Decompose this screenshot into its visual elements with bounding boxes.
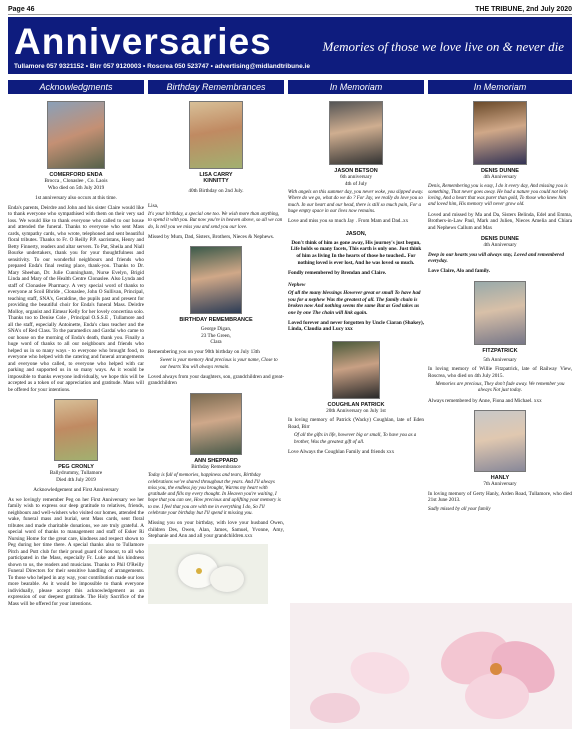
column-header-birthday: Birthday Remembrances <box>148 80 284 94</box>
notice-signature: Love Always the Coughlan Family and friends xxx <box>288 448 395 455</box>
notice-poem: Today is full of memories, happiness and tears, Birthday celebrations we've shared throughout the years. And I'll always miss you, the endless joy you brought, Warms my heart with gratitude and fills my every thought. In Heaven you're waiting, I hope that you can see, How precious and uplifting your memory is to me. I feel that you are with me in everything I do, So I'll celebrate your birthday but I'll spend it missing you. <box>148 473 281 516</box>
notice-body: In loving memory of Patrick (Wacky) Coughlan, late of Eden Road, Birr <box>288 417 424 430</box>
notice-body: As we lovingly remember Peg on her First Anniversary we her family wish to express our deep gratitude to relatives, friends, neighbours and well-wishers who visited our homes, attended the wake, funeral mass and burial, sent Mass cards, sent floral tributes and made charitable donations, we are truly grateful. A special word of thanks to management and staff of Esker Ri Nursing Home for the great care, kindness and respect shown to Peg during her time there. A special thanks also to Tullamore Pitch and Putt club for their proud guard of honour, to all who participated in the Mass, especially Fr. Luke and his kindness shown to us, the readers and musicians. Thanks to Phil O'Reilly Funeral Directors for their sensitive handling of arrangements. To those who helped in any way, your contribution made our loss more bearable. As it would be impossible to thank everyone individually, please accept this acknowledgement as an expression of our deepest gratitude. The Holy Sacrifice of the Mass will be offered for your intentions. <box>8 496 144 607</box>
paper-date: THE TRIBUNE, 2nd July 2020 <box>475 6 572 13</box>
notice-signature: Fondly remembered by Brendan and Claire. <box>288 269 387 276</box>
notice-anniversary: 4th Anniversary <box>483 242 517 248</box>
notice-anniversary: 6th anniversary <box>339 174 373 180</box>
notice-signature: Love Claire, Alo and family. <box>428 268 491 274</box>
notice-heading: JASON, <box>345 230 367 237</box>
notice-location: KINNITTY <box>203 178 229 184</box>
notice-name: ANN SHEPPARD <box>194 457 238 464</box>
notice-poem: Denis, Remembering you is easy, I do it every day, And missing you is something, That never goes away. He had a nature you could not help loving, And a heart that was purer than gold, To those who knew him and loved him, His memory will never grow old. <box>428 183 568 208</box>
notice-signature: Loved forever and never forgotten by Uncle Ciaran (Shakey), Linda, Claudia and Lucy xxx <box>288 319 424 333</box>
notice-name: DENIS DUNNE <box>481 236 519 242</box>
notice-signature: Loved and missed by Ma and Da, Sisters Belinda, Edel and Emma, Brothers-in-Law Paul, Mark and Julien, Nieces Amelia and Chiara and Nephews Callum and Max <box>428 211 572 231</box>
hanly-photo <box>474 410 526 472</box>
notice-anniversary: 5th Anniversary <box>483 356 517 363</box>
page-number: Page 46 <box>8 6 35 13</box>
notice-heading: Nephew <box>288 282 306 288</box>
notice-body: In loving memory of Willie Fitzpatrick, late of Railway View, Roscrea, who died on 4th July 2015. <box>428 366 572 379</box>
notice-name: COMERFORD ENDA <box>49 172 103 178</box>
notice-name: BIRTHDAY REMEMBRANCE <box>179 317 253 324</box>
notice-name: FITZPATRICK <box>482 347 518 354</box>
jason-photo <box>329 101 383 165</box>
notice-location: Brocca , Clonaslee , Co. Laois <box>44 178 108 184</box>
notice-body: In loving memory of Gerty Hanly, Arden Road, Tullamore, who died 21st June 2013. <box>428 490 572 503</box>
notice-name: COUGHLAN PATRICK <box>327 401 385 408</box>
notice-poem: Sweet is your memory And precious is your name, Close to our hearts You will always remain. <box>160 358 278 370</box>
notice-name: DENIS DUNNE <box>481 168 519 174</box>
notice-greeting: Lisa, <box>148 202 159 209</box>
banner-title: Anniversaries <box>14 21 272 62</box>
anniversaries-banner <box>8 17 572 74</box>
notice-poem: Deep in our hearts you will always stay, Loved and remembered everyday. <box>428 251 564 265</box>
column-header-acknowledgments: Acknowledgments <box>8 80 144 94</box>
notice-signature: Missed by Mum, Dad, Sisters, Brothers, Nieces & Nephews. <box>148 233 275 240</box>
notice-location: George Digan, <box>200 326 232 333</box>
page-header <box>8 6 572 15</box>
enda-photo <box>47 101 105 169</box>
notice-signature: Love and miss you so much Jay . From Mam and Dad..xx <box>288 218 409 224</box>
notice-poem: Of all the gifts in life, however big or small, To have you as a brother, Was the greatest gift of all. <box>294 433 417 445</box>
column-header-memoriam-1: In Memoriam <box>288 80 424 94</box>
ann-photo <box>190 393 242 455</box>
notice-subtitle: Acknowledgement and First Anniversary <box>33 487 119 493</box>
blossom-image <box>290 603 572 729</box>
notice-poem: With angels on this summer day, you never woke, you slipped away. Where do we go, what do we do ? For Jay, we really do love you so much. In our heart and our head, there is still so much pain, For a huge empty space in our lives now remains. <box>288 190 424 214</box>
notice-date: 40th Birthday on 2nd July. <box>188 188 244 194</box>
notice-name: PEG CRONLY <box>58 464 94 470</box>
notice-anniversary: 7th Anniversary <box>483 481 517 487</box>
notice-name: JASON BETSON <box>334 168 378 174</box>
column-header-memoriam-2: In Memoriam <box>428 80 572 94</box>
denis-photo <box>473 101 527 165</box>
notice-poem: It's your birthday, a special one too. We wish more than anything, to spend it with you. But now you're in heaven above, so all we can do, Is tell you we miss you and send you our love. <box>148 212 283 230</box>
notice-date: Who died on 5th July 2019 <box>47 184 105 191</box>
notice-body: Enda's parents, Deirdre and John and his sister Claire would like to thank everyone who sympathised with them on their very sad loss. We would like to thank everyone who called to our house and attended the funeral. Thanks to everyone who sent Mass cards, sympathy cards, who wrote, telephoned and sent beautiful floral tributes. Thanks to Fr. O Reilly P.P. sacristans, Henry and Betty Finnerty, readers and altar servers. To Pat, Sheila and Niall Bourke undertakers, thank you for your thoughtfulness and sensitivity. To our wonderful neighbours and friends who prepared Enda's final resting place, thank-you. Thanks to Dr. Mary Sheehan, Dr. Julie Cunningham, Nurse Evelyn, Brigid Linda and Mary of the Health Centre Clonaslee. Also Lynda and staff of Clonaslee Pharmacy. A very special word of thanks to everyone at Scoil Bhride , Clonaslee, John O Sullivan, Principal, teaching staff, SNA's, Geraldine, the pupils past and present for providing the beautiful choir for Enda's funeral Mass. Deirdre Molloy, organist and Eimear Kelly for her lovely concertina solo. Thanks too to Denise Cole , Principal O.S.S.E , Tullamore and all the staff, especially Antoinette, Enda's class teacher and the SNA's of Red Class. To the paramedics and Gardaí who came to our house on the morning of Enda's death, thank you. Finally a huge word of thanks to all our neighbours and friends who helped us in so many ways - to everyone who brought food, to everyone who helped with the catering and funeral arrangements and everyone who called, to everyone who helped with car parking and supported us in so many ways. As it would be impossible to thanks everyone individually, we hope this will be accepted as a token of our appreciation and gratitude. Mass will be offered for your intentions. <box>8 204 144 393</box>
notice-signature: Loved always from your daughters, son, grandchildren and great-grandchildren <box>148 373 284 387</box>
peg-photo <box>54 399 98 461</box>
notice-date: Died 4th July 2019 <box>56 476 96 483</box>
banner-contact: Tullamore 057 9321152 • Birr 057 9120003 • Roscrea 050 523747 • advertising@midlandtribune.ie <box>14 63 310 70</box>
banner-tagline: Memories of those we love live on & never die <box>322 39 564 54</box>
notice-name: HANLY <box>490 475 510 481</box>
lily-image <box>148 544 268 604</box>
notice-poem: Don't think of him as gone away, His journey's just begun, Life holds so many facets, This earth is only one. Just think of him as living In the hearts of those he touched.. For nothing loved is ever lost, And he was loved so much. <box>290 239 422 266</box>
notice-body: Remembering you on your 90th birthday on July 13th <box>148 348 260 355</box>
notice-date: 4th of July <box>344 180 368 187</box>
birthday-column <box>148 97 284 729</box>
notice-poem: Of all the many blessings However great or small To have had you for a nephew Was the greatest of all. The family chain is broken now And nothing seems the same But as God takes us one by one The chain will link again. <box>288 289 421 316</box>
notice-anniversary: 4th Anniversary <box>483 174 517 180</box>
notice-name: LISA CARRY <box>199 172 233 178</box>
patrick-photo <box>332 341 380 399</box>
notice-location: Birthday Remembrance <box>191 463 241 470</box>
notice-address: 23 The Green, <box>201 332 231 339</box>
notice-poem: Sadly missed by all your family <box>428 506 491 512</box>
george-photo <box>190 246 242 314</box>
notice-poem: Memories are precious, They don't fade away. We remember you always Not just today. <box>435 382 565 394</box>
notice-town: Clara <box>210 339 222 346</box>
notice-subtitle: 1st anniversary also occurs at this time. <box>35 195 117 201</box>
lisa-photo <box>189 101 243 169</box>
notice-signature: Missing you on your birthday, with love your husband Owen, children Des, Owen, Alan, James, Samuel, Yvonne, Amy, Stephanie and Ann and all your grandchildren.xxx <box>148 520 284 539</box>
notice-signature: Always remembered by Anne, Fiona and Michael. xxx <box>428 397 542 404</box>
notice-location: Ballydrummy, Tullamore <box>49 470 103 476</box>
fitzpatrick-photo <box>474 281 526 345</box>
notice-anniversary: 20th Anniversary on July 1st <box>326 407 386 414</box>
acknowledgments-column <box>8 97 144 729</box>
